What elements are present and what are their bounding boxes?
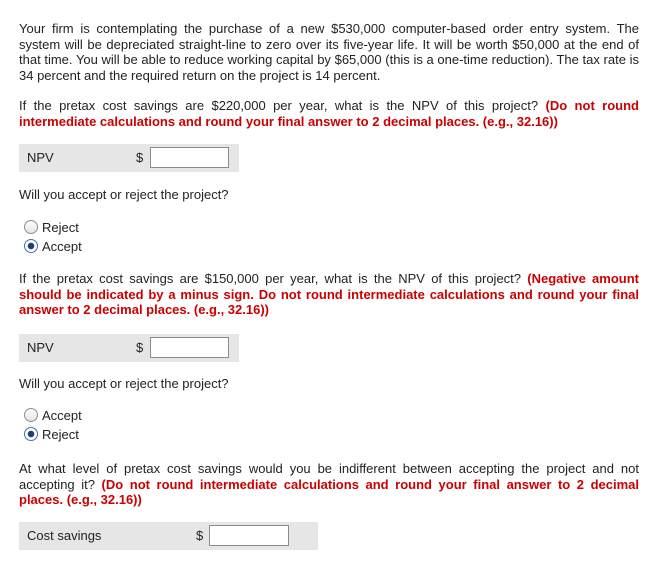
- question-3-instruction: (Do not round intermediate calculations and round your final answer to 2 decimal places. (e.g., 32.16)): [19, 476, 639, 507]
- reject-option-1-label: Reject: [42, 220, 79, 235]
- question-2-text: [19, 271, 639, 318]
- question-2-prompt: If the pretax cost savings are $150,000 per year, what is the NPV of this project?: [19, 271, 522, 286]
- reject-option-2-label: Reject: [42, 427, 79, 442]
- currency-symbol-2: $: [136, 340, 144, 355]
- currency-symbol-3: $: [196, 528, 204, 543]
- question-3-prompt: At what level of pretax cost savings would you be indifferent between accepting the project and not accepting it?: [19, 461, 639, 492]
- question-1-instruction: (Do not round intermediate calculations and round your final answer to 2 decimal places. (e.g., 32.16)): [19, 98, 639, 129]
- accept-option-1-label: Accept: [42, 239, 82, 254]
- question-1-text: [19, 98, 639, 129]
- npv-answer-row-1: [19, 144, 239, 172]
- intro-paragraph: Your firm is contemplating the purchase of a new $530,000 computer-based order entry system. The system will be depreciated straight-line to zero over its five-year life. It will be worth $50,000 at the end of that time. You will be able to reduce working capital by $65,000 (this is a one-time reduction). The tax rate is 34 percent and the required return on the project is 14 percent.: [19, 21, 639, 83]
- question-1-prompt: If the pretax cost savings are $220,000 per year, what is the NPV of this project?: [19, 98, 539, 113]
- cost-savings-answer-row: [19, 522, 318, 550]
- npv-input-2[interactable]: [150, 337, 229, 358]
- cost-savings-input[interactable]: [209, 525, 289, 546]
- npv-answer-row-2: [19, 334, 239, 362]
- question-3-text: [19, 461, 639, 508]
- accept-radio-2[interactable]: [24, 408, 38, 422]
- npv-label-1: NPV: [27, 150, 54, 165]
- accept-radio-1[interactable]: [24, 239, 38, 253]
- accept-option-2-label: Accept: [42, 408, 82, 423]
- accept-question-1: Will you accept or reject the project?: [19, 187, 229, 202]
- npv-input-1[interactable]: [150, 147, 229, 168]
- reject-radio-2[interactable]: [24, 427, 38, 441]
- cost-savings-label: Cost savings: [27, 528, 102, 543]
- currency-symbol-1: $: [136, 150, 144, 165]
- reject-radio-1[interactable]: [24, 220, 38, 234]
- question-2-instruction: (Negative amount should be indicated by a minus sign. Do not round intermediate calculations and round your final answer to 2 decimal places. (e.g., 32.16)): [19, 271, 639, 317]
- accept-question-2: Will you accept or reject the project?: [19, 376, 229, 391]
- npv-label-2: NPV: [27, 340, 54, 355]
